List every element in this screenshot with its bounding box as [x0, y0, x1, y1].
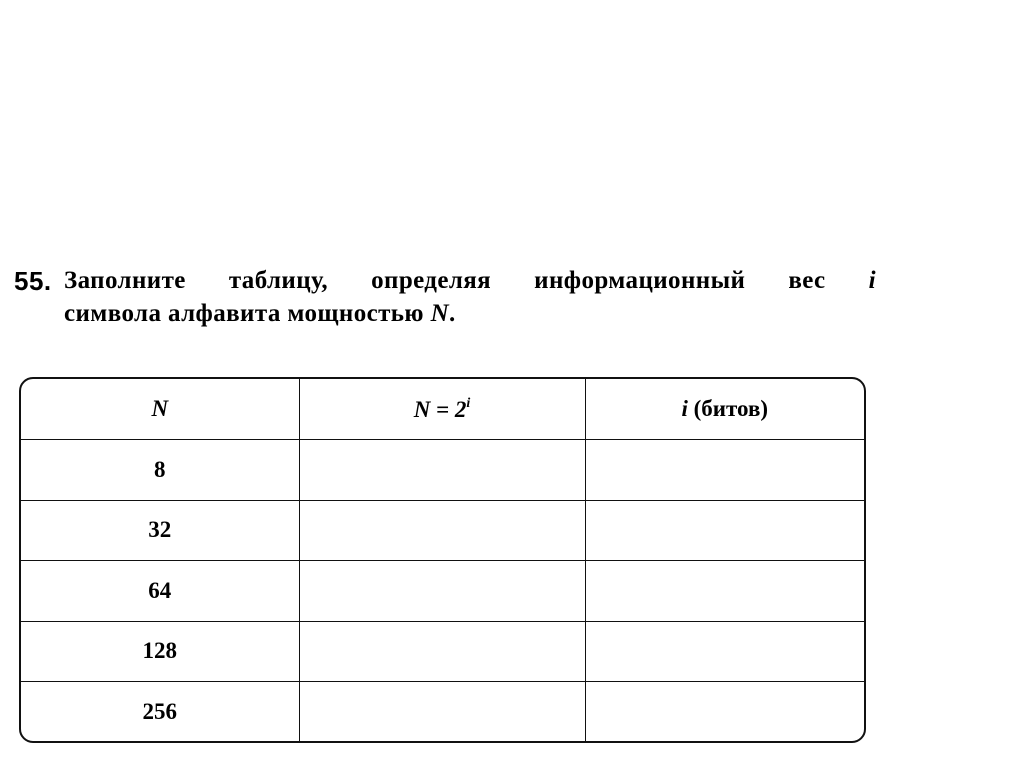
task-period: .	[449, 300, 456, 327]
cell-bits[interactable]	[585, 500, 864, 561]
task-word: таблицу,	[228, 267, 329, 294]
cell-n: 32	[21, 500, 299, 561]
task-text-line-2	[64, 300, 876, 328]
task-word: определяя	[371, 267, 492, 294]
table-header-row	[21, 379, 864, 440]
cell-bits[interactable]	[585, 621, 864, 682]
header-n: N	[21, 379, 299, 440]
task-word: вес	[788, 267, 826, 294]
header-bits: i (битов)	[585, 379, 864, 440]
task-line2-text: символа алфавита мощностью	[64, 300, 424, 327]
header-formula: $N = 2^i$	[299, 379, 585, 440]
cell-formula[interactable]	[299, 682, 585, 741]
task-word: Заполните	[64, 267, 186, 294]
cell-bits[interactable]	[585, 440, 864, 501]
task-text-line-1	[64, 267, 876, 295]
header-formula-exponent: i	[466, 395, 471, 411]
task-number: 55.	[14, 266, 52, 296]
table-row	[21, 621, 864, 682]
cell-bits[interactable]	[585, 561, 864, 622]
cell-formula[interactable]	[299, 621, 585, 682]
task-variable-n: N	[430, 300, 450, 327]
task-variable-i: i	[868, 267, 876, 294]
cell-n: 256	[21, 682, 299, 741]
cell-formula[interactable]	[299, 561, 585, 622]
cell-formula[interactable]	[299, 440, 585, 501]
table-row	[21, 440, 864, 501]
cell-n: 64	[21, 561, 299, 622]
table-row	[21, 561, 864, 622]
task-word: информационный	[534, 267, 746, 294]
cell-n: 128	[21, 621, 299, 682]
table-row	[21, 500, 864, 561]
answer-table	[19, 377, 866, 743]
cell-bits[interactable]	[585, 682, 864, 741]
table-row	[21, 682, 864, 741]
cell-formula[interactable]	[299, 500, 585, 561]
cell-n: 8	[21, 440, 299, 501]
